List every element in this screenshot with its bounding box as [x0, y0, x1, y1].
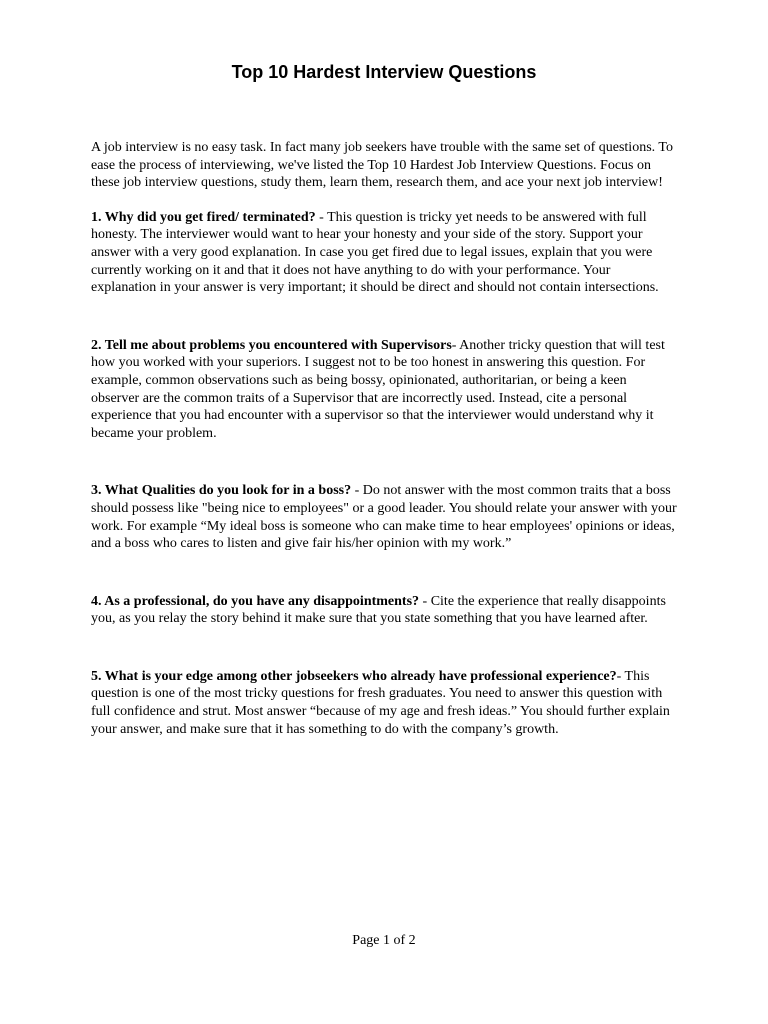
question-paragraph	[91, 593, 677, 628]
question-answer: - This question is tricky yet needs to be answered with full honesty. The interviewer would want to hear your honesty and your side of the story. Support your answer with a very good explanation. In case you get fired due to legal issues, explain that you were currently working on it and that it does not have anything to do with your performance. Your explanation in your answer is very important; it should be direct and should not contain intersections.	[91, 209, 659, 296]
question-answer: - This question is one of the most tricky questions for fresh graduates. You need to answer this question with full confidence and strut. Most answer “because of my age and fresh ideas.” You should further explain your answer, and make sure that it has something to do with the company’s growth.	[91, 668, 670, 737]
document-title: Top 10 Hardest Interview Questions	[231, 62, 537, 82]
question-paragraph	[91, 209, 677, 297]
question-heading: 4. As a professional, do you have any disappointments?	[91, 593, 420, 609]
question-heading: 5. What is your edge among other jobseekers who already have professional experience?	[91, 668, 617, 684]
question-answer: - Do not answer with the most common traits that a boss should possess like "being nice to employees" or a good leader. You should relate your answer with your work. For example “My ideal boss is someone who can make time to hear employees' opinions or ideas, and a boss who cares to listen and give fair his/her opinion with my work.”	[91, 483, 677, 552]
intro-paragraph: A job interview is no easy task. In fact many job seekers have trouble with the same set of questions. To ease the process of interviewing, we've listed the Top 10 Hardest Job Interview Questions. Focus on these job interview questions, study them, learn them, research them, and ace your next job interview!	[91, 140, 673, 191]
question-heading: 3. What Qualities do you look for in a boss?	[91, 483, 352, 499]
question-answer: - Another tricky question that will test how you worked with your superiors. I suggest not to be too honest in answering this question. For example, common observations such as being bossy, opinionated, authoritarian, or being a keen observer are the common traits of a Supervisor that are incorrectly used. Instead, cite a personal experience that you had encounter with a supervisor so that the interviewer would understand why it became your problem.	[91, 337, 665, 441]
question-answer: - Cite the experience that really disappoints you, as you relay the story behind it make sure that you state something that you have learned after.	[91, 593, 666, 627]
question-paragraph	[91, 668, 677, 738]
question-paragraph	[91, 482, 677, 552]
question-heading: 2. Tell me about problems you encountered with Supervisors	[91, 337, 452, 353]
page-footer: Page 1 of 2	[352, 933, 416, 948]
question-paragraph	[91, 337, 677, 443]
document-body	[91, 139, 677, 738]
question-heading: 1. Why did you get fired/ terminated?	[91, 209, 316, 225]
